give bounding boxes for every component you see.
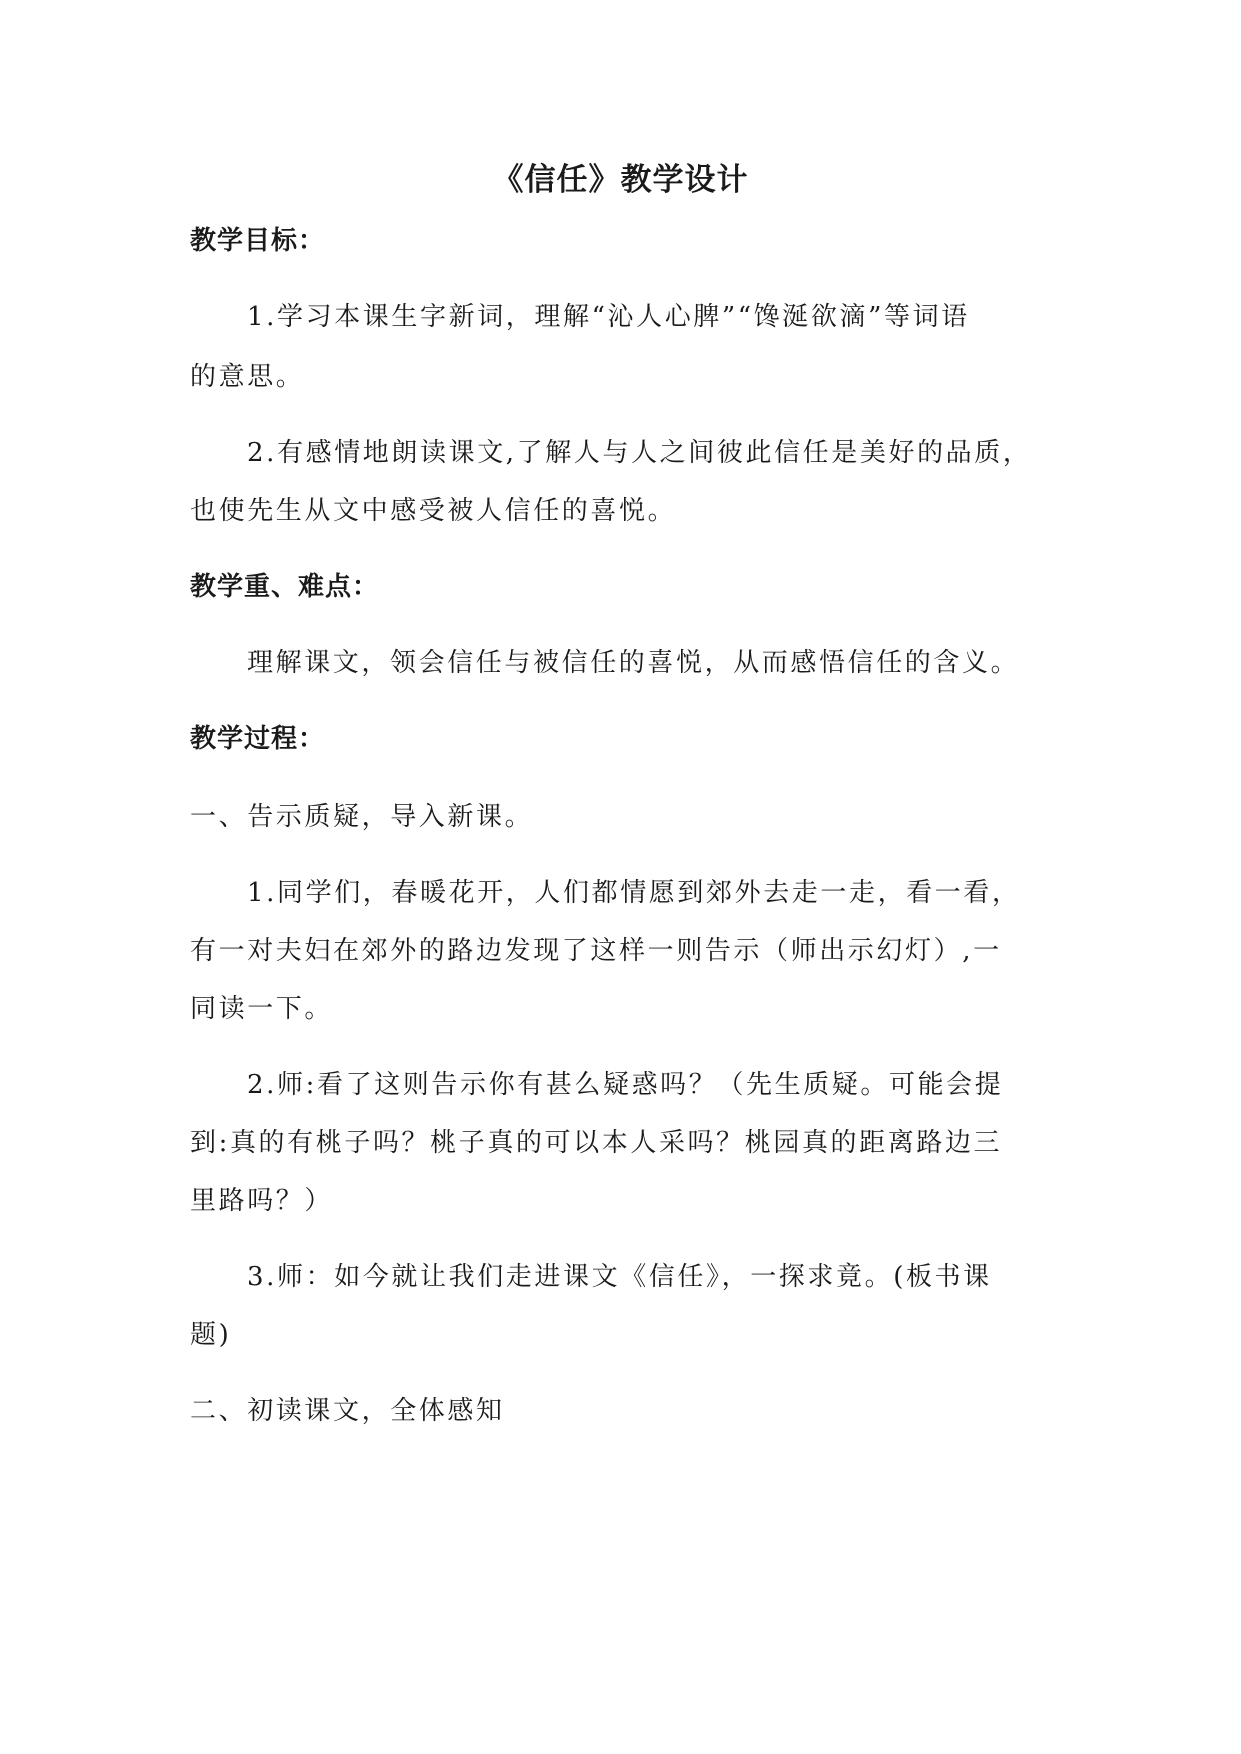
step-1-item-2-line-2: 到:真的有桃子吗？桃子真的可以本人采吗？桃园真的距离路边三 bbox=[190, 1128, 1003, 1158]
objective-2-line-2: 也使先生从文中感受被人信任的喜悦。 bbox=[190, 496, 677, 526]
step-1-item-2-line-3: 里路吗？） bbox=[190, 1186, 334, 1216]
step-1-item-2-line-1: 2.师:看了这则告示你有甚么疑惑吗？（先生质疑。可能会提 bbox=[247, 1070, 1004, 1100]
step-2-heading: 二、初读课文，全体感知 bbox=[190, 1396, 505, 1426]
document-title: 《信任》教学设计 bbox=[492, 162, 749, 198]
step-1-item-3-line-2: 题) bbox=[190, 1320, 232, 1350]
step-1-item-3-line-1: 3.师：如今就让我们走进课文《信任》，一探求竟。(板书课 bbox=[247, 1262, 992, 1292]
step-1-item-1-line-1: 1.同学们，春暖花开，人们都情愿到郊外去走一走，看一看， bbox=[247, 878, 1021, 908]
step-1-item-1-line-2: 有一对夫妇在郊外的路边发现了这样一则告示（师出示幻灯）,一 bbox=[190, 936, 1002, 966]
step-1-item-1-line-3: 同读一下。 bbox=[190, 994, 334, 1024]
key-points-text: 理解课文，领会信任与被信任的喜悦，从而感悟信任的含义。 bbox=[247, 648, 1020, 678]
process-heading: 教学过程： bbox=[190, 724, 326, 754]
objective-2-line-1: 2.有感情地朗读课文,了解人与人之间彼此信任是美好的品质， bbox=[247, 438, 1032, 468]
objectives-heading: 教学目标： bbox=[190, 226, 326, 256]
step-1-heading: 一、告示质疑，导入新课。 bbox=[190, 802, 534, 832]
objective-1-line-1: 1.学习本课生字新词，理解“沁人心脾”“馋涎欲滴”等词语 bbox=[247, 302, 970, 332]
objective-1-line-2: 的意思。 bbox=[190, 362, 305, 392]
key-points-heading: 教学重、难点： bbox=[190, 572, 380, 602]
